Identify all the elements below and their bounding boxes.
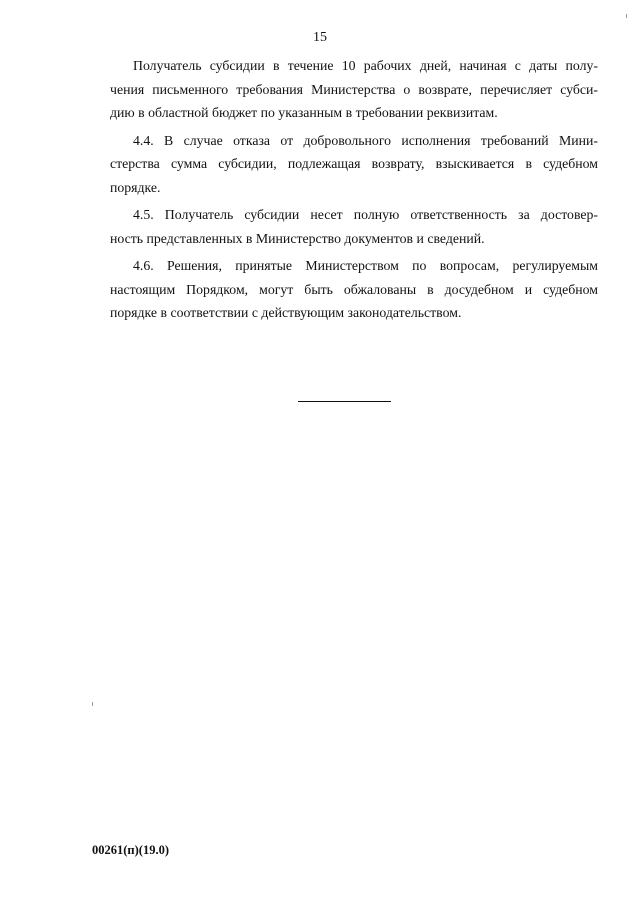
document-code: 00261(п)(19.0): [92, 843, 169, 857]
text-line: чения письменного требования Министерства о возврате, перечисляет субси-: [110, 81, 598, 97]
text-line: ность представленных в Министерство документов и сведений.: [110, 230, 485, 246]
page-number: 15: [313, 30, 327, 45]
text-line: порядке.: [110, 179, 161, 195]
text-line: порядке в соответствии с действующим законодательством.: [110, 305, 462, 320]
text-line: стерства сумма субсидии, подлежащая возврату, взыскивается в судебном: [110, 156, 598, 171]
scan-artifact: [92, 702, 93, 706]
scan-artifact: [626, 14, 627, 18]
text-line: настоящим Порядком, могут быть обжалованы в досудебном и судебном: [110, 281, 598, 297]
paragraph-4-6: [110, 254, 598, 325]
text-line: 4.4. В случае отказа от добровольного исполнения требований Мини-: [133, 132, 598, 148]
body-text: [110, 54, 598, 329]
paragraph-4-4: [110, 129, 598, 200]
text-line: 4.5. Получатель субсидии несет полную ответственность за достовер-: [133, 207, 598, 222]
section-end-divider: [298, 401, 391, 402]
text-line: дию в областной бюджет по указанным в требовании реквизитам.: [110, 105, 498, 120]
paragraph-subsidy-return: [110, 54, 598, 125]
paragraph-4-5: [110, 203, 598, 250]
text-line: 4.6. Решения, принятые Министерством по вопросам, регулируемым: [133, 258, 598, 273]
text-line: Получатель субсидии в течение 10 рабочих дней, начиная с даты полу-: [133, 58, 598, 73]
